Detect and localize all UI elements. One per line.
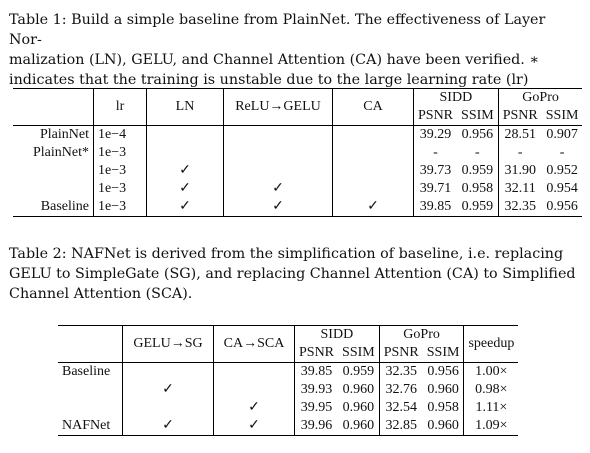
row-name: Baseline: [13, 198, 94, 217]
header-relu-gelu: ReLU→GELU: [224, 89, 333, 126]
row-lr: 1e−4: [94, 126, 147, 145]
row-speedup: 1.00×: [475, 364, 508, 379]
row-sidd-psnr: 39.71: [419, 181, 452, 196]
caption-line: indicates that the training is unstable due to the large learning rate (lr): [9, 72, 529, 88]
row-sca-check: [214, 381, 295, 399]
header-psnr: PSNR: [383, 345, 419, 360]
row-ln-check: ✓: [147, 180, 224, 198]
row-sidd-ssim: 0.956: [457, 126, 498, 145]
table-row: [13, 180, 582, 198]
caption-line: Channel Attention (SCA).: [9, 286, 193, 302]
header-sidd: SIDD: [414, 89, 499, 108]
row-sidd-ssim: 0.960: [338, 381, 379, 399]
row-gopro-psnr: 32.85: [385, 418, 417, 433]
row-sidd-ssim: 0.958: [457, 180, 498, 198]
table2-caption: [9, 244, 581, 304]
row-name: [13, 162, 94, 180]
table1-caption: [9, 10, 581, 90]
row-gopro-ssim: 0.952: [546, 163, 578, 178]
row-ln-check: [147, 126, 224, 145]
row-ln-check: [147, 144, 224, 162]
row-name: [58, 399, 123, 417]
table-row: [58, 399, 518, 417]
table-row: [13, 126, 582, 145]
row-name: NAFNet: [58, 417, 123, 436]
row-gopro-psnr: 28.51: [504, 127, 536, 142]
row-ca-check: [333, 180, 414, 198]
row-gelu-check: [224, 162, 333, 180]
row-gopro-psnr: 32.54: [385, 400, 417, 415]
table-row: [58, 381, 518, 399]
row-sg-check: ✓: [123, 381, 214, 399]
header-ln: LN: [147, 89, 224, 126]
row-gopro-ssim: 0.956: [546, 199, 578, 214]
row-gopro-ssim: 0.956: [423, 363, 464, 382]
header-ssim: SSIM: [423, 344, 464, 363]
row-speedup: 0.98×: [475, 382, 508, 397]
row-sidd-psnr: 39.85: [419, 199, 452, 214]
row-gopro-psnr: -: [517, 145, 523, 160]
row-gopro-psnr: 31.90: [504, 163, 536, 178]
row-sg-check: ✓: [123, 417, 214, 436]
row-gopro-psnr: 32.76: [385, 382, 417, 397]
header-psnr: PSNR: [418, 108, 454, 123]
row-sidd-ssim: 0.959: [338, 363, 379, 382]
row-ca-check: [333, 162, 414, 180]
header-ssim: SSIM: [457, 107, 498, 126]
table-row: [58, 417, 518, 436]
row-sidd-psnr: 39.95: [300, 400, 333, 415]
row-ca-check: [333, 144, 414, 162]
row-gopro-ssim: 0.954: [546, 181, 578, 196]
row-lr: 1e−3: [94, 144, 147, 162]
row-gelu-check: [224, 126, 333, 145]
header-gopro: GoPro: [522, 90, 559, 105]
header-name: [13, 89, 94, 126]
header-gelu-sg: GELU→SG: [123, 326, 214, 363]
header-sidd: SIDD: [295, 326, 380, 345]
row-lr: 1e−3: [94, 180, 147, 198]
row-gopro-ssim: 0.960: [423, 381, 464, 399]
row-name: [58, 381, 123, 399]
header-ssim: SSIM: [545, 108, 579, 123]
row-gopro-psnr: 32.11: [504, 181, 536, 196]
row-sidd-psnr: 39.73: [419, 163, 452, 178]
row-sg-check: [123, 363, 214, 382]
row-gopro-psnr: 32.35: [504, 199, 536, 214]
header-psnr: PSNR: [299, 345, 335, 360]
row-sca-check: ✓: [214, 399, 295, 417]
row-sidd-ssim: 0.959: [457, 198, 498, 217]
row-ca-check: [333, 126, 414, 145]
row-ln-check: ✓: [147, 198, 224, 217]
row-name: [13, 180, 94, 198]
row-name: PlainNet: [13, 126, 94, 145]
table-row: [58, 363, 518, 382]
header-lr: lr: [94, 89, 147, 126]
row-lr: 1e−3: [94, 198, 147, 217]
row-ln-check: ✓: [147, 162, 224, 180]
row-gelu-check: [224, 144, 333, 162]
header-name: [58, 326, 123, 363]
row-sidd-psnr: 39.29: [419, 127, 452, 142]
header-psnr: PSNR: [502, 108, 538, 123]
header-speedup: speedup: [468, 336, 515, 351]
header-gopro: GoPro: [379, 326, 464, 345]
table2: [58, 325, 518, 436]
row-gopro-ssim: 0.960: [423, 417, 464, 436]
row-ca-check: ✓: [333, 198, 414, 217]
table1: [13, 88, 582, 217]
row-speedup: 1.09×: [475, 418, 508, 433]
row-lr: 1e−3: [94, 162, 147, 180]
row-gopro-ssim: 0.907: [546, 127, 578, 142]
table-row: [13, 198, 582, 217]
row-sg-check: [123, 399, 214, 417]
row-speedup: 1.11×: [475, 400, 508, 415]
row-name: PlainNet*: [13, 144, 94, 162]
row-sidd-ssim: 0.960: [338, 417, 379, 436]
row-gopro-ssim: -: [559, 145, 565, 160]
row-sidd-psnr: 39.85: [300, 364, 333, 379]
caption-line: GELU to SimpleGate (SG), and replacing Channel Attention (CA) to Simplified: [9, 266, 576, 282]
row-sca-check: ✓: [214, 417, 295, 436]
table-row: [13, 162, 582, 180]
row-gopro-psnr: 32.35: [385, 364, 417, 379]
header-ssim: SSIM: [338, 344, 379, 363]
caption-line: Table 2: NAFNet is derived from the simplification of baseline, i.e. replacing: [9, 246, 564, 262]
row-gopro-ssim: 0.958: [423, 399, 464, 417]
row-name: Baseline: [58, 363, 123, 382]
row-sidd-psnr: 39.93: [300, 382, 333, 397]
row-gelu-check: ✓: [224, 180, 333, 198]
header-ca: CA: [333, 89, 414, 126]
row-sidd-psnr: 39.96: [300, 418, 333, 433]
row-sidd-ssim: 0.959: [457, 162, 498, 180]
row-sidd-ssim: 0.960: [338, 399, 379, 417]
row-sidd-ssim: -: [457, 144, 498, 162]
row-sca-check: [214, 363, 295, 382]
row-gelu-check: ✓: [224, 198, 333, 217]
row-sidd-psnr: -: [433, 145, 438, 160]
caption-line: malization (LN), GELU, and Channel Attention (CA) have been verified. ∗: [9, 52, 540, 68]
table-row: [13, 144, 582, 162]
header-ca-sca: CA→SCA: [214, 326, 295, 363]
caption-line: Table 1: Build a simple baseline from PlainNet. The effectiveness of Layer Nor-: [9, 12, 546, 48]
